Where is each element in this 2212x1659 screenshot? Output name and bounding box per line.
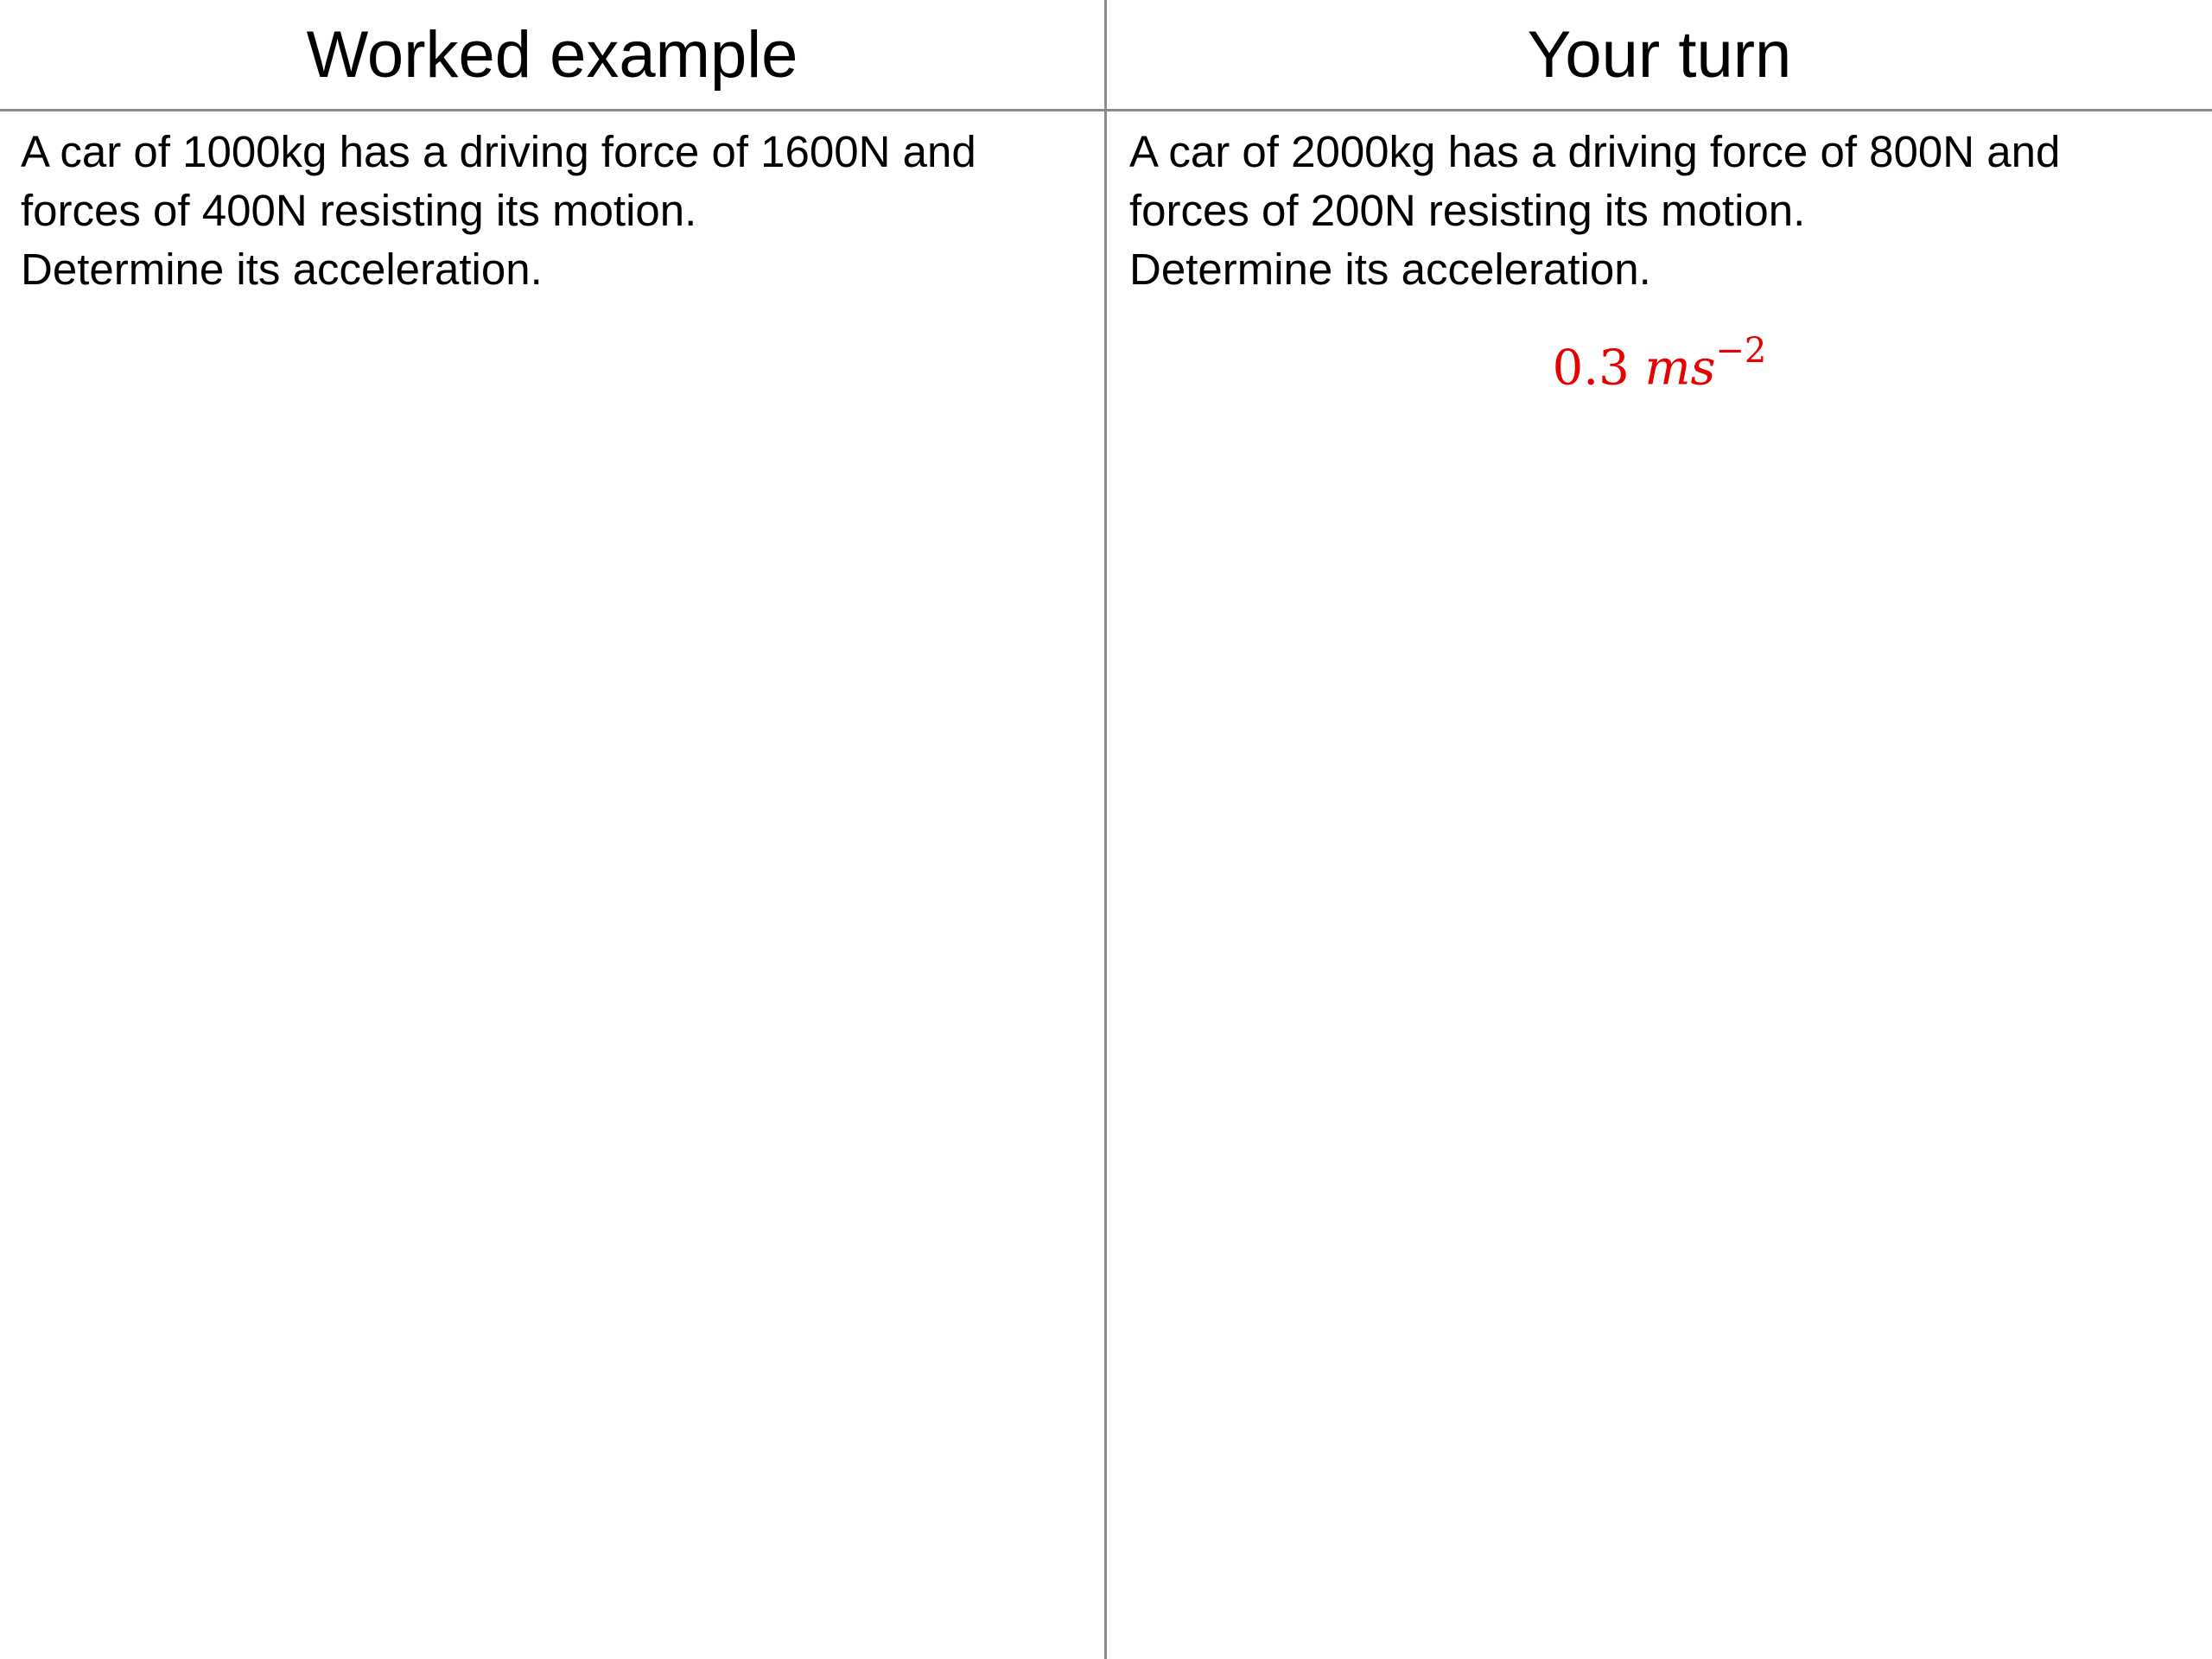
answer-unit: ms [1644,340,1716,397]
question-line: Determine its acceleration. [21,245,543,294]
your-turn-question [1129,123,2201,299]
header-divider [0,109,2212,111]
question-line: Determine its acceleration. [1129,245,1651,294]
question-line: A car of 2000kg has a driving force of 800N and [1129,127,2061,176]
question-line: forces of 400N resisting its motion. [21,186,697,235]
question-line: forces of 200N resisting its motion. [1129,186,1806,235]
vertical-divider [1104,0,1107,1659]
your-turn-answer [1107,321,2212,404]
question-line: A car of 1000kg has a driving force of 1600N and [21,127,976,176]
your-turn-header: Your turn [1527,17,1792,92]
worked-example-question [21,123,1092,299]
answer-exponent: −2 [1715,331,1767,371]
answer-value: 0.3 [1552,340,1630,397]
worked-example-header: Worked example [306,17,798,92]
